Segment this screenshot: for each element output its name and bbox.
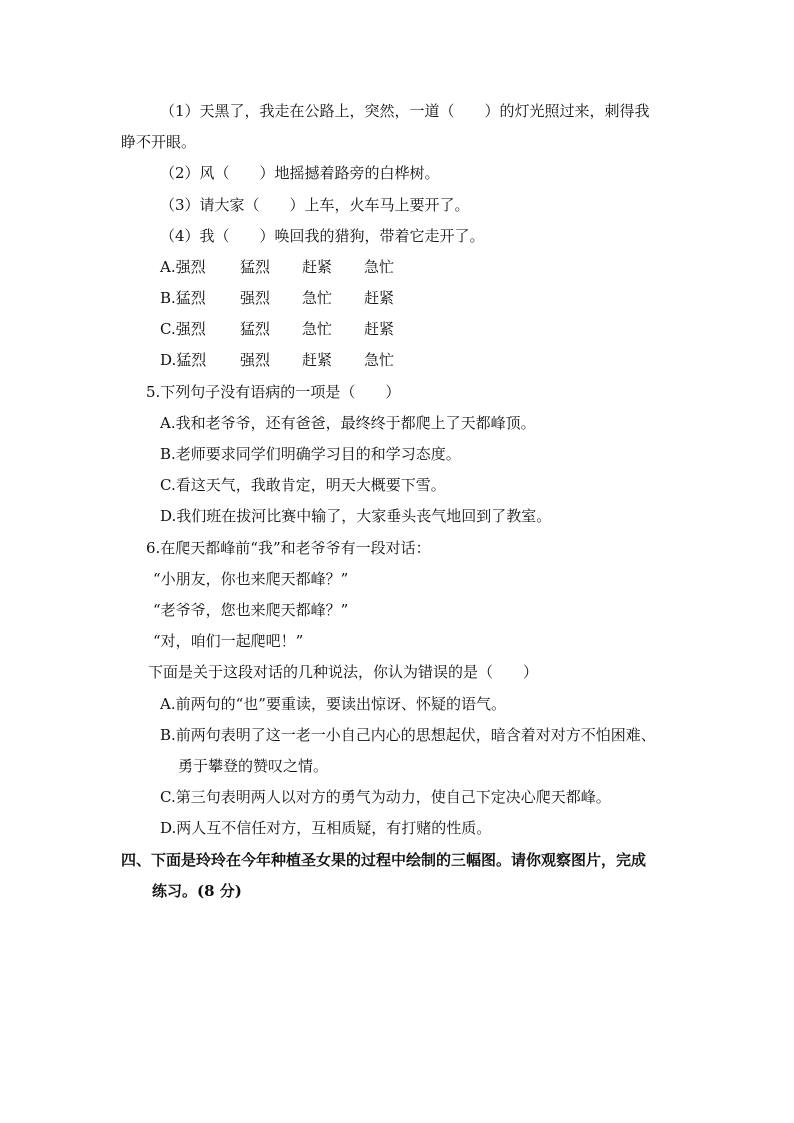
- q4-option-b: [160, 288, 426, 308]
- q4-item-4: （4）我（ ）唤回我的猎狗，带着它走开了。: [160, 227, 485, 245]
- q6-option-b-line-2: 勇于攀登的赞叹之情。: [178, 757, 329, 775]
- q4-option-c: [160, 319, 426, 339]
- option-word: 急忙: [364, 351, 395, 369]
- q6-option-a: A.前两句的“也”要重读，要读出惊讶、怀疑的语气。: [160, 695, 506, 713]
- q6-stem: 6.在爬天都峰前“我”和老爷爷有一段对话：: [146, 539, 431, 557]
- q6-option-d: D.两人互不信任对方，互相质疑，有打赌的性质。: [160, 819, 492, 837]
- option-word: A.强烈: [160, 258, 206, 276]
- q4-item-2: （2）风（ ）地摇撼着路旁的白桦树。: [160, 164, 440, 182]
- option-word: 强烈: [240, 289, 271, 307]
- option-word: 赶紧: [302, 351, 333, 369]
- q6-dialog-3: “对，咱们一起爬吧！”: [153, 632, 304, 650]
- option-word: 急忙: [302, 320, 333, 338]
- option-word: 急忙: [364, 258, 395, 276]
- q6-option-b-line-1: B.前两句表明了这一老一小自己内心的思想起伏，暗含着对对方不怕困难、: [160, 726, 656, 744]
- section-4-heading-line-1: 四、下面是玲玲在今年种植圣女果的过程中绘制的三幅图。请你观察图片，完成: [121, 851, 647, 869]
- option-word: 赶紧: [364, 289, 395, 307]
- option-word: 强烈: [240, 351, 271, 369]
- option-word: 猛烈: [240, 258, 271, 276]
- option-word: C.强烈: [160, 320, 206, 338]
- q4-item-1-line-1: （1）天黑了，我走在公路上，突然，一道（ ）的灯光照过来，刺得我: [160, 102, 650, 120]
- option-word: D.猛烈: [160, 351, 207, 369]
- q6-question: 下面是关于这段对话的几种说法，你认为错误的是（ ）: [148, 663, 539, 681]
- q5-stem: 5.下列句子没有语病的一项是（ ）: [146, 383, 401, 401]
- q5-option-a: A.我和老爷爷，还有爸爸，最终终于都爬上了天都峰顶。: [160, 414, 536, 432]
- q4-item-3: （3）请大家（ ）上车，火车马上要开了。: [160, 196, 470, 214]
- q5-option-c: C.看这天气，我敢肯定，明天大概要下雪。: [160, 476, 446, 494]
- q6-option-c: C.第三句表明两人以对方的勇气为动力，使自己下定决心爬天都峰。: [160, 788, 611, 806]
- q6-dialog-1: “小朋友，你也来爬天都峰？”: [153, 570, 349, 588]
- section-4-heading-line-2: 练习。(8 分): [152, 882, 242, 900]
- option-word: 赶紧: [364, 320, 395, 338]
- q6-dialog-2: “老爷爷，您也来爬天都峰？”: [153, 601, 349, 619]
- option-word: 急忙: [302, 289, 333, 307]
- q5-option-d: D.我们班在拔河比赛中输了，大家垂头丧气地回到了教室。: [160, 507, 552, 525]
- option-word: 猛烈: [240, 320, 271, 338]
- option-word: B.猛烈: [160, 289, 206, 307]
- q4-option-d: [160, 350, 426, 370]
- q5-option-b: B.老师要求同学们明确学习目的和学习态度。: [160, 445, 461, 463]
- option-word: 赶紧: [302, 258, 333, 276]
- q4-option-a: [160, 257, 426, 277]
- q4-item-1-line-2: 睁不开眼。: [121, 133, 197, 151]
